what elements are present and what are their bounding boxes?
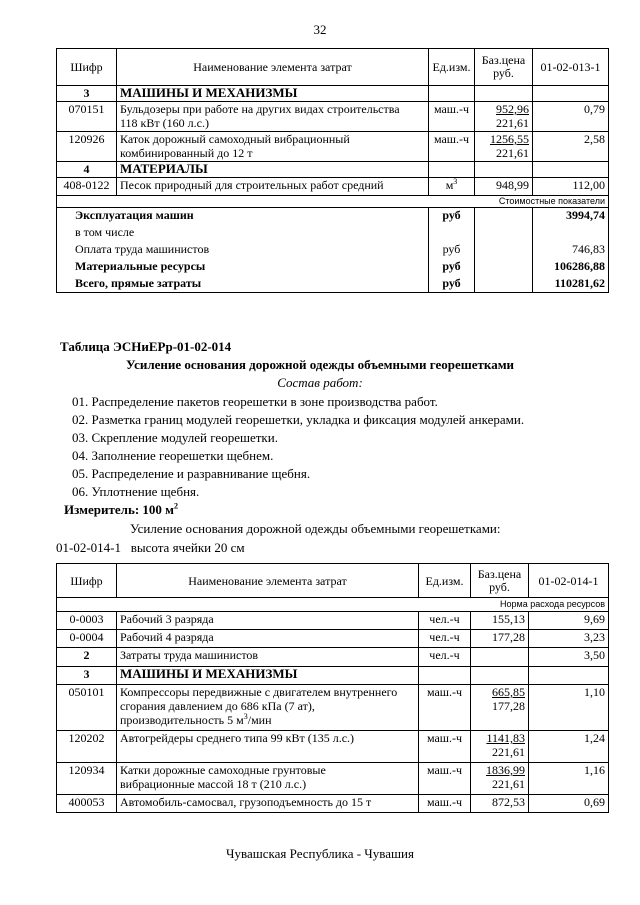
row-price: 1256,55 221,61	[475, 132, 533, 162]
resource-table-013	[56, 48, 609, 293]
summary-unit: руб	[429, 276, 475, 293]
row-name: Затраты труда машинистов	[117, 648, 419, 667]
section-row	[57, 162, 609, 178]
work-item: 01. Распределение пакетов георешетки в зоне производства работ.	[72, 394, 438, 409]
section-title: МАТЕРИАЛЫ	[117, 162, 429, 178]
summary-row	[57, 242, 609, 259]
row-unit: маш.-ч	[419, 731, 471, 763]
table-title: Таблица ЭСНиЕРр-01-02-014	[60, 339, 232, 354]
row-unit: чел.-ч	[419, 630, 471, 648]
row-price: 177,28	[471, 630, 529, 648]
composition-title: Состав работ:	[277, 375, 363, 390]
header-name: Наименование элемента затрат	[117, 564, 419, 598]
summary-value: 110281,62	[533, 276, 609, 293]
section-title: МАШИНЫ И МЕХАНИЗМЫ	[117, 86, 429, 102]
page-number: 32	[313, 22, 327, 37]
row-value: 112,00	[533, 178, 609, 196]
resource-table-014	[56, 563, 609, 813]
summary-value: 106286,88	[533, 259, 609, 276]
header-code: Шифр	[57, 49, 117, 86]
norm-label: Норма расхода ресурсов	[57, 598, 609, 612]
summary-row	[57, 259, 609, 276]
row-code: 2	[57, 648, 117, 667]
row-name: Каток дорожный самоходный вибрационный комбинированный до 12 т	[117, 132, 429, 162]
row-unit: $м^3$	[429, 178, 475, 196]
table-row	[57, 795, 609, 813]
summary-row	[57, 276, 609, 293]
row-code: 070151	[57, 102, 117, 132]
section-row	[57, 667, 609, 685]
row-name: Автомобиль-самосвал, грузоподъемность до 15 т	[117, 795, 419, 813]
row-value: 0,79	[533, 102, 609, 132]
row-code: 120934	[57, 763, 117, 795]
row-value: 1,10	[529, 685, 609, 731]
summary-name: Эксплуатация машин	[57, 208, 429, 225]
table-row	[57, 763, 609, 795]
row-name: Бульдозеры при работе на других видах строительства 118 кВт (160 л.с.)	[117, 102, 429, 132]
cost-indicators-row	[57, 196, 609, 208]
table-row	[57, 178, 609, 196]
table-row	[57, 102, 609, 132]
row-value: 3,50	[529, 648, 609, 667]
table-header-row	[57, 49, 609, 86]
summary-name: Материальные ресурсы	[57, 259, 429, 276]
work-item: 03. Скрепление модулей георешетки.	[72, 430, 278, 445]
section-row	[57, 86, 609, 102]
row-unit: чел.-ч	[419, 612, 471, 630]
summary-name: в том числе	[57, 225, 429, 242]
row-code: 0-0004	[57, 630, 117, 648]
row-value: 1,16	[529, 763, 609, 795]
measure-label: Измеритель: 100 $м^2$	[64, 501, 179, 517]
work-item: 06. Уплотнение щебня.	[72, 484, 200, 499]
row-price: 952,96 221,61	[475, 102, 533, 132]
row-name: Компрессоры передвижные с двигателем внутреннего сгорания давлением до 686 кПа (7 ат), производительность 5 $м^3$/мин	[117, 685, 419, 731]
row-price: 1836,99 221,61	[471, 763, 529, 795]
table-row	[57, 132, 609, 162]
summary-value: 746,83	[533, 242, 609, 259]
table-header-row	[57, 564, 609, 598]
work-item: 02. Разметка границ модулей георешетки, укладка и фиксация модулей анкерами.	[72, 412, 525, 427]
table-row	[57, 685, 609, 731]
row-price: 155,13	[471, 612, 529, 630]
work-item: 04. Заполнение георешетки щебнем.	[72, 448, 274, 463]
row-unit: маш.-ч	[419, 763, 471, 795]
description-line: Усиление основания дорожной одежды объемными георешетками:	[130, 521, 501, 536]
row-price: 948,99	[475, 178, 533, 196]
header-unit: Ед.изм.	[419, 564, 471, 598]
row-unit: маш.-ч	[419, 685, 471, 731]
row-name: Рабочий 4 разряда	[117, 630, 419, 648]
work-item: 05. Распределение и разравнивание щебня.	[72, 466, 311, 481]
row-name: Автогрейдеры среднего типа 99 кВт (135 л.с.)	[117, 731, 419, 763]
row-code: 400053	[57, 795, 117, 813]
row-value: 1,24	[529, 731, 609, 763]
summary-row	[57, 225, 609, 242]
cost-indicators-label: Стоимостные показатели	[57, 196, 609, 208]
section-number: 3	[57, 667, 117, 685]
header-name: Наименование элемента затрат	[117, 49, 429, 86]
row-code: 408-0122	[57, 178, 117, 196]
section-title: МАШИНЫ И МЕХАНИЗМЫ	[117, 667, 419, 685]
table-row	[57, 731, 609, 763]
row-unit: маш.-ч	[419, 795, 471, 813]
header-norm-code: 01-02-014-1	[529, 564, 609, 598]
row-value: 0,69	[529, 795, 609, 813]
table-row	[57, 630, 609, 648]
table-row	[57, 612, 609, 630]
row-code: 120202	[57, 731, 117, 763]
summary-value: 3994,74	[533, 208, 609, 225]
norm-label-row	[57, 598, 609, 612]
header-code: Шифр	[57, 564, 117, 598]
row-name: Катки дорожные самоходные грунтовые вибрационные массой 18 т (210 л.с.)	[117, 763, 419, 795]
section-number: 4	[57, 162, 117, 178]
row-code: 050101	[57, 685, 117, 731]
row-value: 3,23	[529, 630, 609, 648]
page-footer: Чувашская Республика - Чувашия	[226, 846, 414, 861]
row-name: Рабочий 3 разряда	[117, 612, 419, 630]
header-price: Баз.цена руб.	[475, 49, 533, 86]
header-price: Баз.цена руб.	[471, 564, 529, 598]
header-norm-code: 01-02-013-1	[533, 49, 609, 86]
row-price: 872,53	[471, 795, 529, 813]
row-value: 9,69	[529, 612, 609, 630]
row-code: 120926	[57, 132, 117, 162]
row-unit: маш.-ч	[429, 102, 475, 132]
summary-name: Оплата труда машинистов	[57, 242, 429, 259]
summary-name: Всего, прямые затраты	[57, 276, 429, 293]
section-heading: Усиление основания дорожной одежды объемными георешетками	[125, 357, 515, 372]
row-price: 665,85 177,28	[471, 685, 529, 731]
summary-unit: руб	[429, 208, 475, 225]
summary-unit: руб	[429, 259, 475, 276]
row-value: 2,58	[533, 132, 609, 162]
header-unit: Ед.изм.	[429, 49, 475, 86]
row-name: Песок природный для строительных работ средний	[117, 178, 429, 196]
summary-unit: руб	[429, 242, 475, 259]
row-price: 1141,83 221,61	[471, 731, 529, 763]
summary-row	[57, 208, 609, 225]
norm-code-line: 01-02-014-1 высота ячейки 20 см	[56, 540, 245, 555]
section-number: 3	[57, 86, 117, 102]
row-code: 0-0003	[57, 612, 117, 630]
row-unit: маш.-ч	[429, 132, 475, 162]
table-row	[57, 648, 609, 667]
row-unit: чел.-ч	[419, 648, 471, 667]
